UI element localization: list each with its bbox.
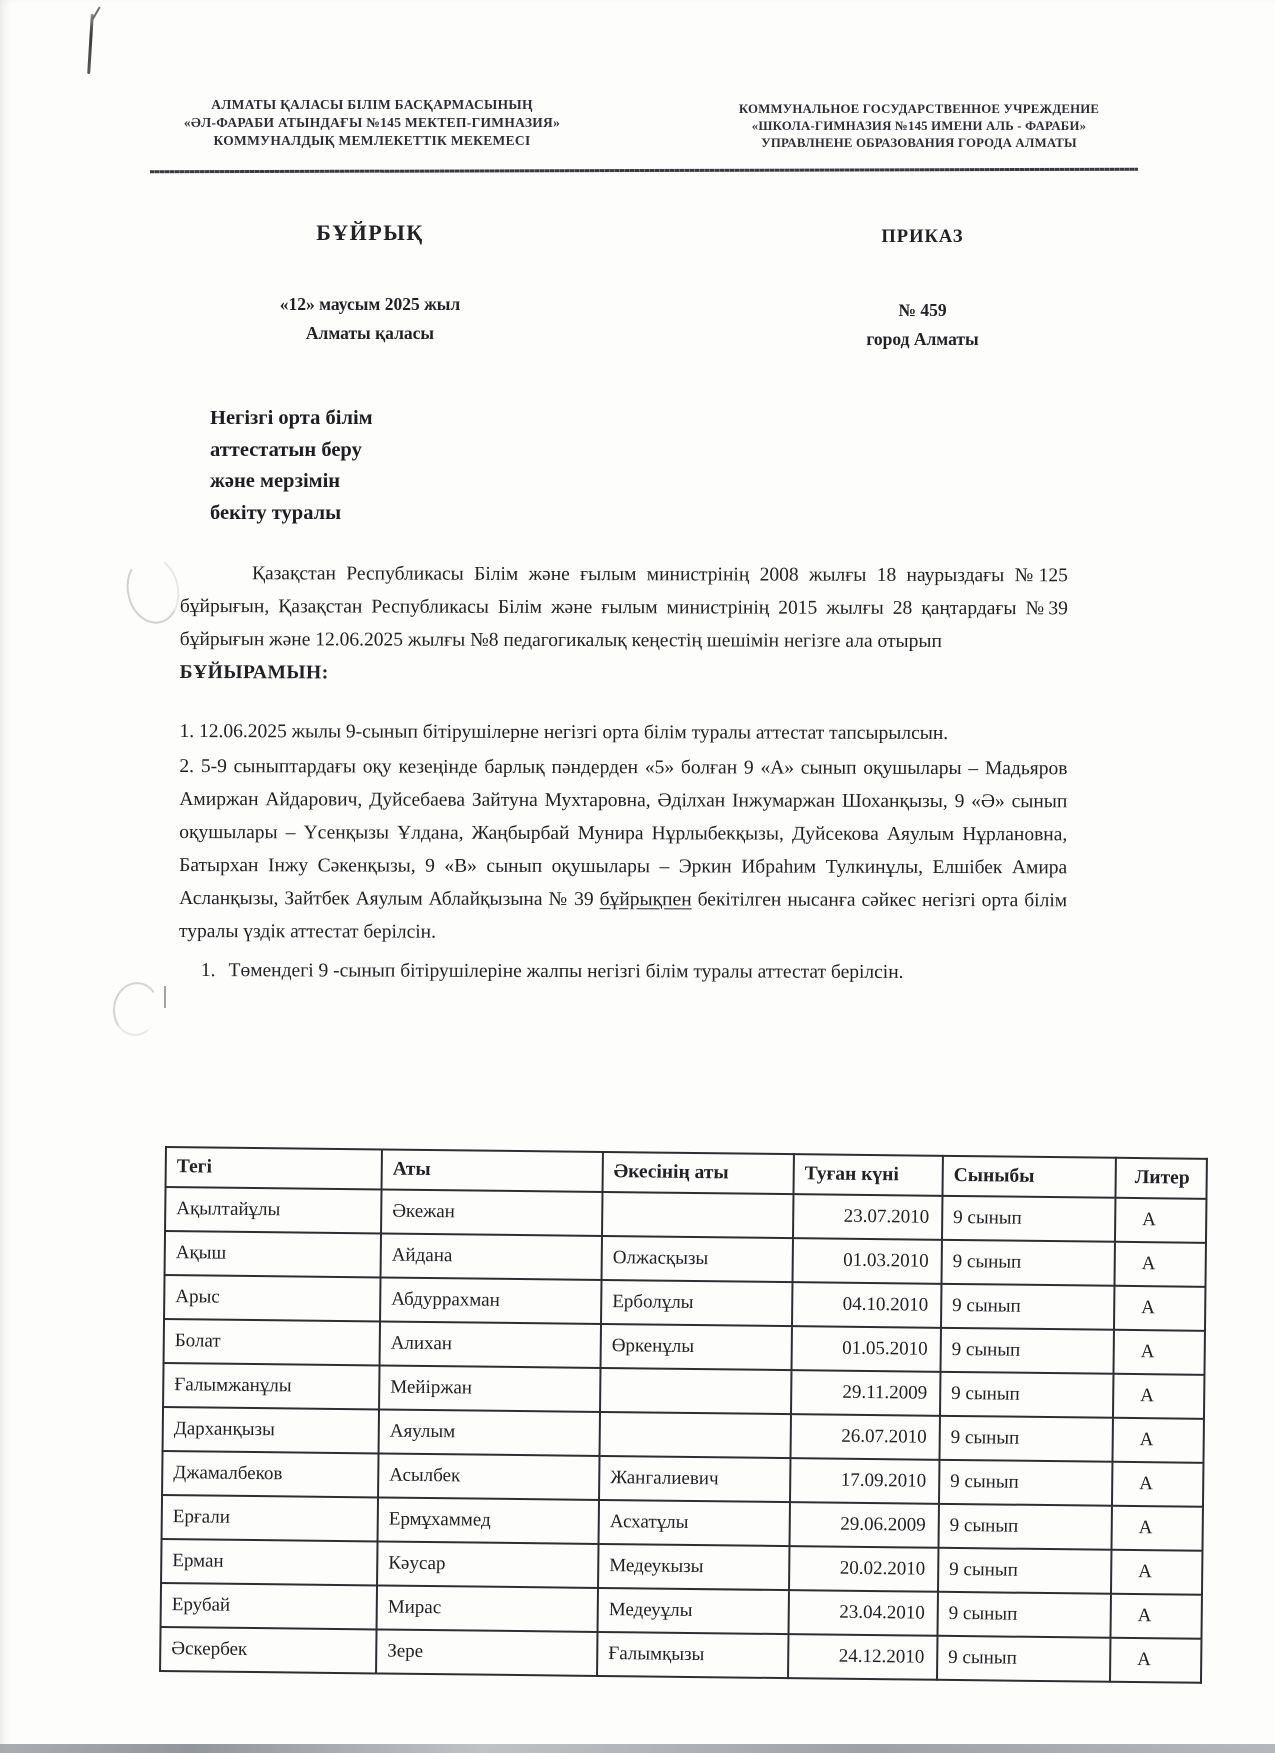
- column-header: Литер: [1115, 1158, 1206, 1199]
- table-cell: А: [1114, 1286, 1205, 1331]
- order-number-place-ru: [700, 296, 1145, 354]
- table-cell: 26.07.2010: [790, 1414, 939, 1460]
- table-cell: 20.02.2010: [789, 1546, 938, 1592]
- letterhead-ru-line3: УПРАВЛНЕНЕ ОБРАЗОВАНИЯ ГОРОДА АЛМАТЫ: [761, 136, 1077, 150]
- letterhead-kk-line1: АЛМАТЫ ҚАЛАСЫ БІЛІМ БАСҚАРМАСЫНЫҢ: [211, 97, 533, 112]
- subject-line3: және мерзімін: [210, 470, 341, 492]
- letterhead-russian: [693, 101, 1145, 152]
- order-place-kk: Алматы қаласы: [305, 323, 435, 343]
- letterhead-divider-rule: [150, 168, 1138, 174]
- table-cell: Ерғали: [162, 1495, 378, 1541]
- table-cell: Ақылтайұлы: [165, 1187, 381, 1233]
- table-cell: Ермұхаммед: [378, 1497, 599, 1544]
- order-item-1: 1. 12.06.2025 жылы 9-сынып бітірушілерне негізгі орта білім туралы аттестат тапсырылсын.: [179, 720, 949, 745]
- table-cell: Алихан: [380, 1321, 601, 1368]
- table-cell: А: [1111, 1550, 1202, 1595]
- scan-edge-band: [0, 1744, 1275, 1753]
- subject-line2: аттестатын беру: [210, 438, 362, 461]
- order-number: № 459: [898, 300, 947, 320]
- table-cell: 9 сынып: [940, 1372, 1113, 1418]
- table-cell: Болат: [164, 1319, 380, 1365]
- table-cell: Ерман: [161, 1539, 377, 1585]
- table-cell: Зере: [376, 1629, 597, 1676]
- list-item-marker: 1.: [200, 960, 216, 982]
- list-item-1: [201, 954, 1067, 989]
- table-cell: Айдана: [381, 1233, 602, 1280]
- table-cell: Өркенұлы: [601, 1324, 792, 1370]
- table-cell: Ерубай: [161, 1583, 377, 1629]
- table-cell: 29.11.2009: [791, 1370, 940, 1416]
- table-cell: 24.12.2010: [788, 1634, 937, 1680]
- table-cell: 01.05.2010: [791, 1326, 940, 1372]
- column-header: Сыныбы: [942, 1156, 1115, 1198]
- table-cell: А: [1110, 1594, 1201, 1639]
- table-cell: Кәусар: [377, 1541, 598, 1588]
- item2-text-start: 2. 5-9 сыныптардағы оқу кезеңінде барлық пәндерден «5» болған 9 «А» сынып оқушылары – Мадьяров Амиржан Айдарович, Дуйсебаева Зайтуна Мухтаровна, Әділхан Інжумаржан Шоханқызы, 9 «Ә» сынып оқушылары – Үсенқызы Ұлдана, Жаңбырбай Мунира Нұрлыбекқызы, Дуйсекова Аяулым Нұрлановна, Батырхан Інжу Сәкенқызы, 9 «В» сынып оқушылары – Эркин Ибраһим Тулкинұлы, Елшібек Амира Асланқызы, Зайтбек Аяулым Аблайқызына № 39: [179, 755, 1068, 911]
- order-item-2: [179, 750, 1068, 950]
- letterhead-ru-line1: КОММУНАЛЬНОЕ ГОСУДАРСТВЕННОЕ УЧРЕЖДЕНИЕ: [738, 102, 1100, 116]
- table-cell: [600, 1412, 791, 1458]
- table-cell: 17.09.2010: [790, 1458, 939, 1504]
- table-cell: А: [1111, 1506, 1202, 1551]
- table-cell: А: [1112, 1418, 1203, 1463]
- decree-word: БҰЙЫРАМЫН:: [179, 661, 329, 684]
- table-cell: [602, 1192, 793, 1238]
- order-subject: [210, 403, 373, 529]
- pen-mark-artifact: [87, 14, 94, 74]
- table-cell: Әкежан: [381, 1189, 602, 1236]
- table-cell: Абдуррахман: [380, 1277, 601, 1324]
- order-place-ru: город Алматы: [866, 329, 979, 349]
- table-cell: 9 сынып: [940, 1328, 1113, 1374]
- order-title-kazakh: БҰЙРЫҚ: [316, 220, 424, 245]
- table-cell: 29.06.2009: [790, 1502, 939, 1548]
- table-cell: 9 сынып: [938, 1548, 1111, 1594]
- pen-tick-artifact: [164, 986, 166, 1008]
- table-cell: Ғалымжанұлы: [163, 1363, 379, 1409]
- table-cell: А: [1115, 1198, 1206, 1243]
- table-cell: Медеуұлы: [598, 1588, 789, 1634]
- table-cell: Асхатұлы: [599, 1500, 790, 1546]
- preamble-paragraph: [180, 557, 1068, 691]
- table-cell: А: [1114, 1242, 1205, 1287]
- table-cell: Асылбек: [378, 1453, 599, 1500]
- column-header: Тегі: [166, 1147, 382, 1189]
- table-cell: 9 сынып: [937, 1636, 1110, 1682]
- letterhead-ru-line2: «ШКОЛА-ГИМНАЗИЯ №145 ИМЕНИ АЛЬ - ФАРАБИ»: [751, 119, 1087, 133]
- letterhead-kk-line2: «ӘЛ-ФАРАБИ АТЫНДАҒЫ №145 МЕКТЕП-ГИМНАЗИЯ»: [183, 115, 561, 130]
- order-date-place-kk: [150, 290, 590, 348]
- item2-text-end: бекітілген нысанға сәйкес негізгі орта білім туралы үздік аттестат берілсін.: [178, 889, 1068, 943]
- order-body: [179, 557, 1068, 989]
- table-cell: 9 сынып: [941, 1240, 1114, 1286]
- column-header: Туған күні: [793, 1154, 942, 1196]
- table-cell: А: [1110, 1638, 1201, 1683]
- table-cell: 9 сынып: [938, 1504, 1111, 1550]
- table-cell: 9 сынып: [942, 1196, 1115, 1242]
- graduates-table-wrap: [159, 1146, 1208, 1684]
- table-cell: Ғалымқызы: [597, 1632, 788, 1678]
- table-cell: Мирас: [377, 1585, 598, 1632]
- subject-line1: Негізгі орта білім: [210, 407, 373, 429]
- table-cell: 23.04.2010: [789, 1590, 938, 1636]
- table-cell: Медеукызы: [598, 1544, 789, 1590]
- hole-punch-artifact: [109, 979, 162, 1039]
- table-cell: Әскербек: [160, 1627, 376, 1673]
- table-cell: Дарханқызы: [163, 1407, 379, 1453]
- hole-punch-artifact: [120, 551, 185, 628]
- order-title-russian: ПРИКАЗ: [881, 227, 964, 247]
- table-cell: А: [1113, 1374, 1204, 1419]
- preamble-text: Қазақстан Республикасы Білім және ғылым министрінің 2008 жылғы 18 наурыздағы №125 бұйрығын, Қазақстан Республикасы Білім және ғылым министрінің 2015 жылғы 28 қаңтардағы №39 бұйрығын және 12.06.2025 жылғы №8 педагогикалық кеңестің шешімін негізге ала отырып: [179, 563, 1068, 652]
- table-cell: 9 сынып: [941, 1284, 1114, 1330]
- table-cell: А: [1112, 1462, 1203, 1507]
- column-header: Әкесінің аты: [603, 1152, 794, 1194]
- table-cell: 01.03.2010: [792, 1238, 941, 1284]
- item2-underlined-word: бұйрықпен: [599, 889, 692, 911]
- table-cell: Ерболұлы: [601, 1280, 792, 1326]
- table-cell: А: [1113, 1330, 1204, 1375]
- table-cell: Олжасқызы: [602, 1236, 793, 1282]
- table-cell: 9 сынып: [939, 1460, 1112, 1506]
- letterhead-kazakh: [148, 96, 596, 150]
- table-cell: Жангалиевич: [599, 1456, 790, 1502]
- table-cell: Арыс: [164, 1275, 380, 1321]
- order-date: «12» маусым 2025 жыл: [279, 294, 461, 314]
- column-header: Аты: [382, 1149, 603, 1192]
- list-item-text: Төмендегі 9 -сынып бітірушілеріне жалпы негізгі білім туралы аттестат берілсін.: [228, 960, 904, 983]
- letterhead-kk-line3: КОММУНАЛДЫҚ МЕМЛЕКЕТТІК МЕКЕМЕСІ: [213, 133, 531, 148]
- graduates-table: [159, 1146, 1208, 1684]
- table-cell: 9 сынып: [937, 1592, 1110, 1638]
- table-cell: Джамалбеков: [162, 1451, 378, 1497]
- graduates-table-body: [160, 1187, 1206, 1683]
- table-cell: Аяулым: [379, 1409, 600, 1456]
- table-cell: 04.10.2010: [792, 1282, 941, 1328]
- table-cell: Мейіржан: [379, 1365, 600, 1412]
- table-cell: Ақыш: [165, 1231, 381, 1277]
- table-cell: 23.07.2010: [793, 1194, 942, 1240]
- table-cell: 9 сынып: [939, 1416, 1112, 1462]
- subject-line4: бекіту туралы: [210, 501, 342, 524]
- table-cell: [600, 1368, 791, 1414]
